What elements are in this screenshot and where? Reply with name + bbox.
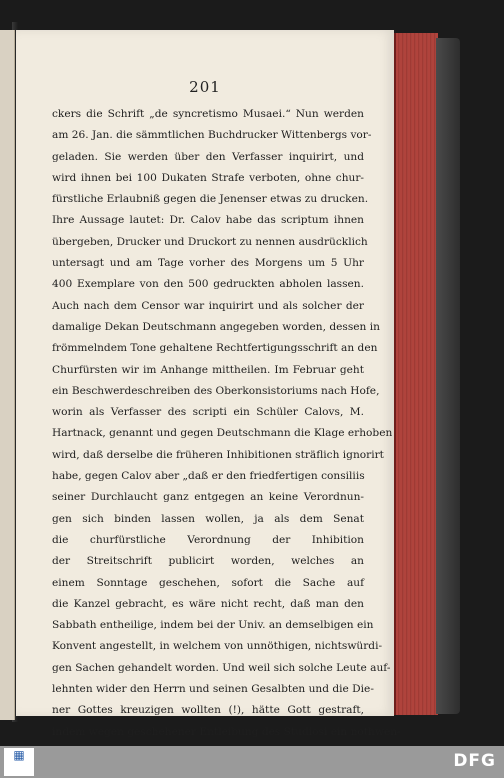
text-line: ckers die Schrift „de syncretismo Musaei.“ Nun werden bbox=[52, 108, 364, 120]
text-line: fürstliche Erlaubniß gegen die Jenenser etwas zu drucken. bbox=[52, 193, 369, 206]
viewer-footer bbox=[0, 746, 504, 778]
text-line: die Kanzel gebracht, es wäre nicht recht, daß man den bbox=[52, 597, 364, 610]
text-line: habe, gegen Calov aber „daß er den friedfertigen consiliis bbox=[52, 470, 365, 483]
page-number: 201 bbox=[189, 78, 221, 96]
text-line: 400 Exemplare von den 500 gedruckten abholen lassen. bbox=[52, 278, 364, 291]
text-line: ein Beschwerdeschreiben des Oberkonsistoriums nach Hofe, bbox=[52, 384, 380, 397]
text-line: wird, daß derselbe die früheren Inhibitionen sträflich ignorirt bbox=[52, 448, 384, 461]
text-line: Hartnack, genannt und gegen Deutschmann die Klage erhoben bbox=[52, 427, 393, 440]
text-line: untersagt und am Tage vorher des Morgens um 5 Uhr bbox=[52, 257, 364, 270]
text-line: frömmelndem Tone gehaltene Rechtfertigungsschrift an den bbox=[52, 342, 378, 355]
text-line: übergeben, Drucker und Druckort zu nennen ausdrücklich bbox=[52, 235, 368, 248]
text-line: damalige Dekan Deutschmann angegeben worden, dessen in bbox=[52, 320, 380, 333]
book-page bbox=[16, 30, 401, 738]
text-line: einem Sonntage geschehen, sofort die Sache auf bbox=[52, 576, 364, 589]
text-line: worin als Verfasser des scripti ein Schüler Calovs, M. bbox=[52, 406, 364, 419]
text-line: wird ihnen bei 100 Dukaten Strafe verboten, ohne chur- bbox=[52, 171, 364, 184]
text-line: indem wegen geschehener Entleibung des Studiosi ein nothwen- bbox=[52, 725, 401, 738]
text-line: Auch nach dem Censor war inquirirt und als solcher der bbox=[52, 299, 364, 312]
dfg-logo: DFG bbox=[453, 751, 496, 771]
text-line: der Streitschrift publicirt worden, welches an bbox=[52, 555, 364, 568]
library-logo-icon: ▦ bbox=[13, 748, 25, 762]
text-line: seiner Durchlaucht ganz entgegen an keine Verordnun- bbox=[52, 491, 364, 504]
text-line: gen Sachen gehandelt worden. Und weil sich solche Leute auf- bbox=[52, 661, 391, 674]
facing-page-edge bbox=[0, 30, 15, 720]
text-line: ner Gottes kreuzigen wollten (!), hätte Gott gestraft, bbox=[52, 704, 364, 717]
page-text bbox=[52, 104, 401, 743]
text-line: geladen. Sie werden über den Verfasser inquirirt, und bbox=[52, 150, 364, 163]
text-line: Sabbath entheilige, indem bei der Univ. an demselbigen ein bbox=[52, 619, 374, 632]
text-line: gen sich binden lassen wollen, ja als dem Senat bbox=[52, 512, 364, 525]
book-cover bbox=[436, 38, 460, 714]
text-line: Ihre Aussage lautet: Dr. Calov habe das scriptum ihnen bbox=[52, 214, 364, 227]
text-line: Churfürsten wir im Anhange mittheilen. Im Februar geht bbox=[52, 363, 364, 376]
text-line: lehnten wider den Herrn und seinen Gesalbten und die Die- bbox=[52, 683, 374, 696]
text-line: Konvent angestellt, in welchem von unnöthigen, nichtswürdi- bbox=[52, 640, 383, 653]
text-line: die churfürstliche Verordnung der Inhibition bbox=[52, 533, 364, 546]
library-logo bbox=[4, 748, 34, 776]
text-line: am 26. Jan. die sämmtlichen Buchdrucker Wittenbergs vor- bbox=[52, 129, 372, 142]
page-block-red-edge bbox=[394, 33, 438, 715]
